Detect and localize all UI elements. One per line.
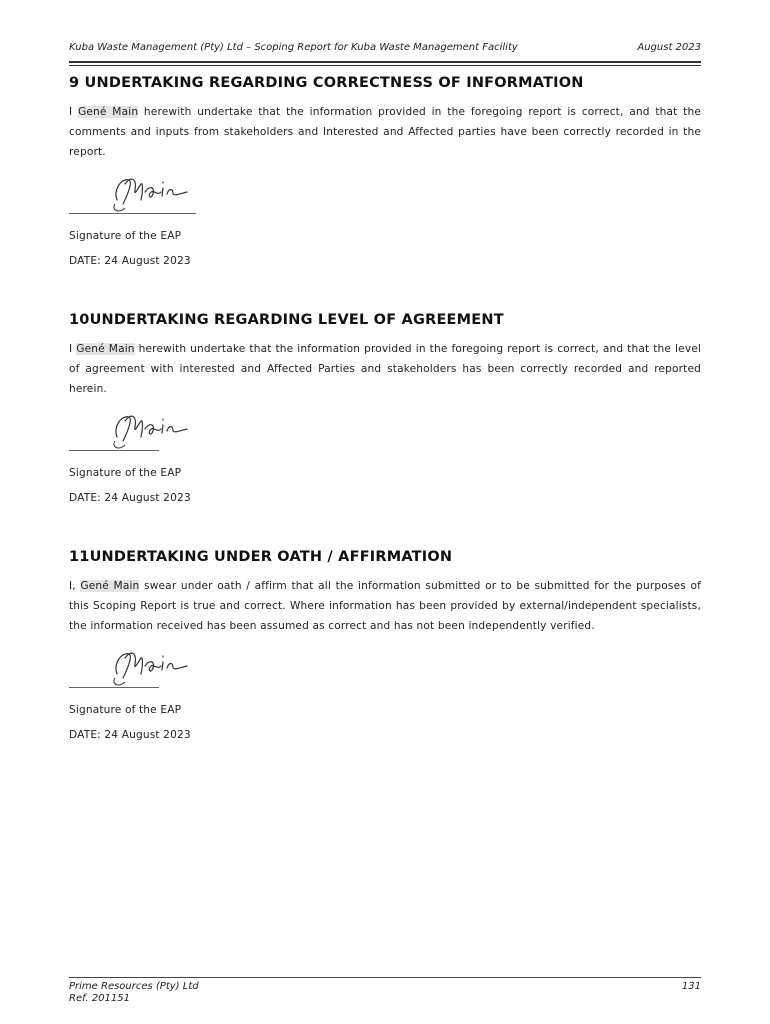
para-text: herewith undertake that the information provided in the foregoing report is correct, and that the level of agreement with interested and Affected Parties and stakeholders has been correctly recorded and reported herein.: [69, 343, 701, 395]
header-date: August 2023: [637, 42, 701, 53]
page-number: 131: [681, 981, 701, 992]
section-paragraph: [69, 102, 701, 162]
footer-rule: [69, 977, 701, 978]
para-prefix: I: [69, 343, 77, 355]
section-correctness: [69, 75, 701, 267]
section-oath: [69, 549, 701, 741]
para-prefix: I,: [69, 580, 81, 592]
signature-image: [107, 407, 191, 451]
section-paragraph: [69, 576, 701, 636]
footer-ref: Ref. 201151: [69, 993, 130, 1004]
section-heading: 11UNDERTAKING UNDER OATH / AFFIRMATION: [69, 549, 453, 565]
para-text: herewith undertake that the information provided in the foregoing report is correct, and that the comments and inputs from stakeholders and Interested and Affected parties have been correctly recorded in the report.: [69, 106, 702, 158]
signature-date: DATE: 24 August 2023: [69, 729, 191, 741]
section-heading: 9 UNDERTAKING REGARDING CORRECTNESS OF INFORMATION: [69, 75, 584, 91]
section-paragraph: [69, 339, 701, 399]
para-text: swear under oath / affirm that all the information submitted or to be submitted for the purposes of this Scoping Report is true and correct. Where information has been provided by external/independent specialists, the information received has been assumed as correct and has not been independently verified.: [69, 580, 702, 632]
signature-date: DATE: 24 August 2023: [69, 492, 191, 504]
signature-image: [107, 644, 191, 688]
page-footer: [69, 981, 701, 1005]
eap-name: Gené Main: [78, 106, 139, 118]
eap-name: Gené Main: [76, 343, 135, 355]
footer-left: [69, 981, 199, 1005]
header-title: Kuba Waste Management (Pty) Ltd – Scoping Report for Kuba Waste Management Facility: [69, 42, 518, 53]
section-agreement: [69, 312, 701, 504]
signature-date: DATE: 24 August 2023: [69, 255, 191, 267]
signature-caption: Signature of the EAP: [69, 704, 182, 716]
eap-name: Gené Main: [80, 580, 140, 592]
signature-block: [69, 170, 701, 218]
signature-caption: Signature of the EAP: [69, 467, 182, 479]
para-prefix: I: [69, 106, 79, 118]
signature-caption: Signature of the EAP: [69, 230, 182, 242]
header-rule-thin: [69, 65, 701, 66]
footer-company: Prime Resources (Pty) Ltd: [69, 981, 199, 992]
signature-image: [107, 170, 191, 214]
signature-block: [69, 407, 701, 455]
header-rule: [69, 61, 701, 63]
page-header: [69, 42, 701, 53]
signature-block: [69, 644, 701, 692]
section-heading: 10UNDERTAKING REGARDING LEVEL OF AGREEMENT: [69, 312, 504, 328]
